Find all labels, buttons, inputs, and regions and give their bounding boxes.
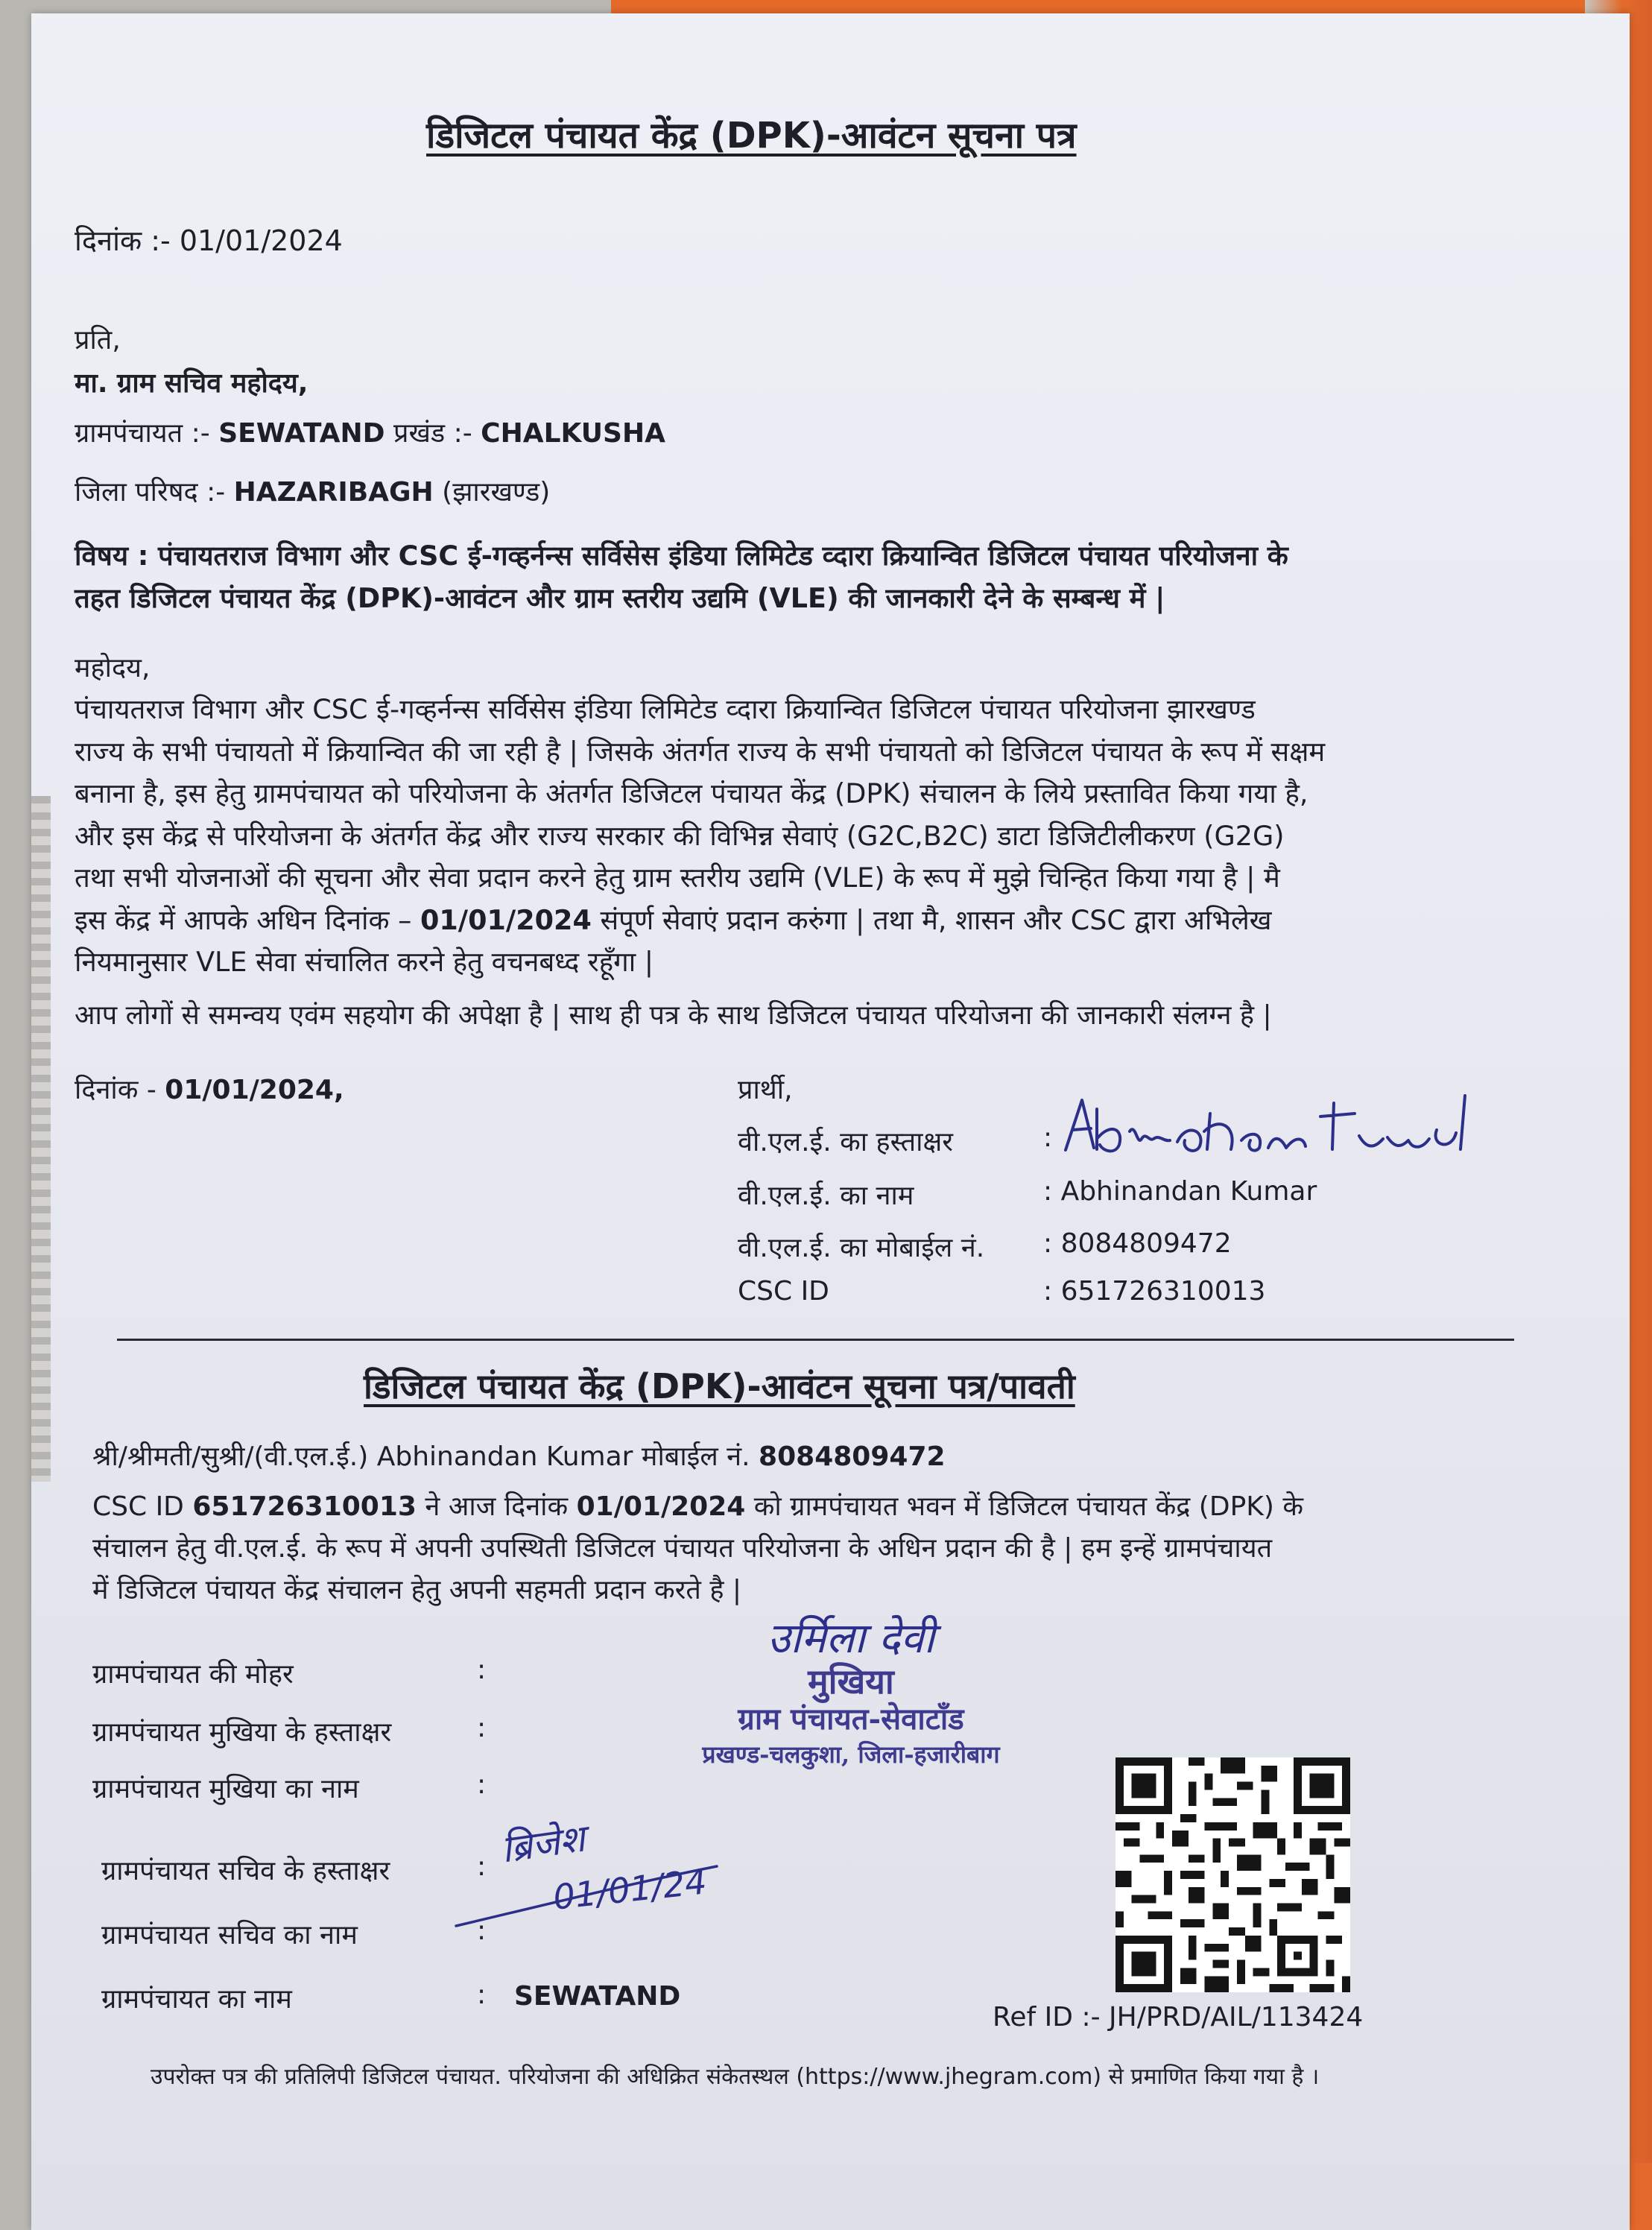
body-line (75, 900, 1572, 942)
secretary-signature: ब्रिजेश (498, 1816, 588, 1872)
applicant-label: प्रार्थी, (738, 1075, 793, 1105)
vle-mobile-label: वी.एल.ई. का मोबाईल नं. (738, 1233, 985, 1263)
date-label: दिनांक :- (75, 224, 180, 257)
addressee-line: मा. ग्राम सचिव महोदय, (75, 368, 308, 399)
field-mukhiya-signature-label: ग्रामपंचायत मुखिया के हस्ताक्षर (92, 1717, 392, 1748)
field-gp-seal-label: ग्रामपंचायत की मोहर (92, 1659, 294, 1690)
gp-label: ग्रामपंचायत :- (75, 418, 219, 449)
body-line: और इस केंद्र से परियोजना के अंतर्गत केंद्र और राज्य सरकार की विभिन्न सेवाएं (G2C,B2C) डाटा डिजिटीलीकरण (G2G) (75, 819, 1285, 852)
vle-signature-colon: : (1043, 1122, 1053, 1153)
letter-page (31, 13, 1630, 2230)
field-colon: : (477, 1655, 487, 1685)
subject-line: विषय : पंचायतराज विभाग और CSC ई-गव्हर्नन्स सर्विसेस इंडिया लिमिटेड व्दारा क्रियान्वित डिजिटल पंचायत परियोजना के (75, 540, 1288, 572)
body-line: नियमानुसार VLE सेवा संचालित करने हेतु वचनबध्द रहूँगा | (75, 946, 654, 978)
receipt-line (92, 1486, 1583, 1528)
district-line (75, 473, 550, 509)
gram-panchayat-line (75, 414, 665, 450)
gp-value: SEWATAND (218, 418, 385, 449)
body-line-text: संपूर्ण सेवाएं प्रदान करुंगा | तथा मै, शासन और CSC द्वारा अभिलेख (591, 903, 1272, 936)
stamp-post: मुखिया (808, 1661, 894, 1702)
ref-id: Ref ID :- JH/PRD/AIL/113424 (993, 2002, 1364, 2032)
binder-clip-edge (31, 796, 51, 1482)
receipt-csc-id: 651726310013 (192, 1491, 417, 1522)
receipt-mobile: 8084809472 (759, 1441, 946, 1472)
field-colon: : (477, 1851, 487, 1882)
background-orange-strip (611, 0, 1652, 13)
receipt-csc-label: CSC ID (92, 1491, 193, 1522)
subject (75, 535, 1565, 619)
salutation: महोदय, (75, 653, 151, 683)
district-value: HAZARIBAGH (233, 477, 434, 508)
receipt-paragraph (92, 1486, 1583, 1611)
service-date: 01/01/2024 (420, 903, 592, 936)
vle-signature-label: वी.एल.ई. का हस्ताक्षर (738, 1127, 954, 1157)
field-colon: : (477, 1769, 487, 1800)
document-title: डिजिटल पंचायत केंद्र (DPK)-आवंटन सूचना पत्र (426, 115, 1077, 157)
field-colon: : (477, 1713, 487, 1743)
state-name: (झारखण्ड) (433, 477, 551, 508)
receipt-mobile-label: मोबाईल नं. (633, 1441, 759, 1472)
vle-mobile-value: : 8084809472 (1043, 1228, 1232, 1259)
receipt-line: संचालन हेतु वी.एल.ई. के रूप में अपनी उपस्थिती डिजिटल पंचायत परियोजना के अधिन प्रदान की है | हम इन्हें ग्रामपंचायत (92, 1533, 1273, 1564)
prati: प्रति, (75, 325, 121, 356)
mukhiya-stamp (627, 1616, 1075, 1771)
vle-signature (1058, 1087, 1535, 1169)
vle-name-value: : Abhinandan Kumar (1043, 1176, 1317, 1207)
body-line: पंचायतराज विभाग और CSC ई-गव्हर्नन्स सर्विसेस इंडिया लिमिटेड व्दारा क्रियान्वित डिजिटल पंचायत परियोजना झारखण्ड (75, 693, 1256, 725)
secretary-sign-date: 01/01/24 (551, 1861, 709, 1918)
receipt-text: ने आज दिनांक (416, 1491, 577, 1522)
sign-date-value: 01/01/2024, (165, 1075, 344, 1105)
receipt-date: 01/01/2024 (576, 1491, 746, 1522)
block-value: CHALKUSHA (481, 418, 665, 449)
csc-id-label: CSC ID (738, 1276, 829, 1307)
body-line-text: इस केंद्र में आपके अधिन दिनांक – (75, 903, 420, 936)
field-secretary-name-label: ग्रामपंचायत सचिव का नाम (101, 1920, 358, 1951)
district-label: जिला परिषद :- (75, 477, 234, 508)
body-line: राज्य के सभी पंचायतो में क्रियान्वित की जा रही है | जिसके अंतर्गत राज्य के सभी पंचायतो को डिजिटल पंचायत के रूप में सक्षम (75, 735, 1326, 768)
body-line: तथा सभी योजनाओं की सूचना और सेवा प्रदान करने हेतु ग्राम स्तरीय उद्यमि (VLE) के रूप में मुझे चिन्हित किया गया है | मै (75, 862, 1280, 894)
vle-name-label: वी.एल.ई. का नाम (738, 1181, 914, 1211)
field-colon: : (477, 1915, 487, 1946)
body-line: बनाना है, इस हेतु ग्रामपंचायत को परियोजना के अंतर्गत डिजिटल पंचायत केंद्र (DPK) संचालन के लिये प्रस्तावित किया गया है, (75, 777, 1308, 809)
receipt-vle-line (92, 1437, 946, 1473)
date-value: 01/01/2024 (179, 224, 343, 257)
field-mukhiya-name-label: ग्रामपंचायत मुखिया का नाम (92, 1774, 359, 1804)
field-colon: : (477, 1980, 487, 2010)
section-divider (117, 1339, 1514, 1341)
sign-date (75, 1070, 344, 1107)
date-line (75, 221, 343, 259)
secretary-signature-stroke (449, 1854, 732, 1936)
mukhiya-handwritten-name: उर्मिला देवी (767, 1614, 935, 1663)
receipt-prefix: श्री/श्रीमती/सुश्री/(वी.एल.ई.) (92, 1441, 377, 1472)
receipt-text: को ग्रामपंचायत भवन में डिजिटल पंचायत केंद्र (DPK) के (745, 1491, 1304, 1522)
csc-id-value: : 651726310013 (1043, 1276, 1266, 1307)
receipt-vle-name: Abhinandan Kumar (376, 1441, 633, 1472)
receipt-title: डिजिटल पंचायत केंद्र (DPK)-आवंटन सूचना पत्र/पावती (364, 1366, 1075, 1406)
field-secretary-signature-label: ग्रामपंचायत सचिव के हस्ताक्षर (101, 1856, 390, 1886)
stamp-gram-panchayat: ग्राम पंचायत-सेवाटाँड (738, 1702, 964, 1737)
qr-code (1115, 1757, 1350, 1992)
body-paragraph (75, 689, 1572, 984)
receipt-line: में डिजिटल पंचायत केंद्र संचालन हेतु अपनी सहमती प्रदान करते है | (92, 1575, 742, 1605)
sign-date-label: दिनांक - (75, 1075, 165, 1105)
stamp-block-district: प्रखण्ड-चलकुशा, जिला-हजारीबाग (702, 1740, 1000, 1769)
block-label: प्रखंड :- (384, 418, 481, 449)
closing-line: आप लोगों से समन्वय एवंम सहयोग की अपेक्षा है | साथ ही पत्र के साथ डिजिटल पंचायत परियोजना की जानकारी संलग्न है | (75, 1000, 1272, 1031)
subject-line: तहत डिजिटल पंचायत केंद्र (DPK)-आवंटन और ग्राम स्तरीय उद्यमि (VLE) की जानकारी देने के सम्बन्ध में | (75, 581, 1165, 614)
footer-note: उपरोक्त पत्र की प्रतिलिपी डिजिटल पंचायत. परियोजना की अधिक्रित संकेतस्थल (https://www.jhegram.com) से प्रमाणित किया गया है । (151, 2064, 1320, 2090)
field-gp-name-label: ग्रामपंचायत का नाम (101, 1984, 292, 2015)
gp-name-value: SEWATAND (514, 1981, 681, 2012)
